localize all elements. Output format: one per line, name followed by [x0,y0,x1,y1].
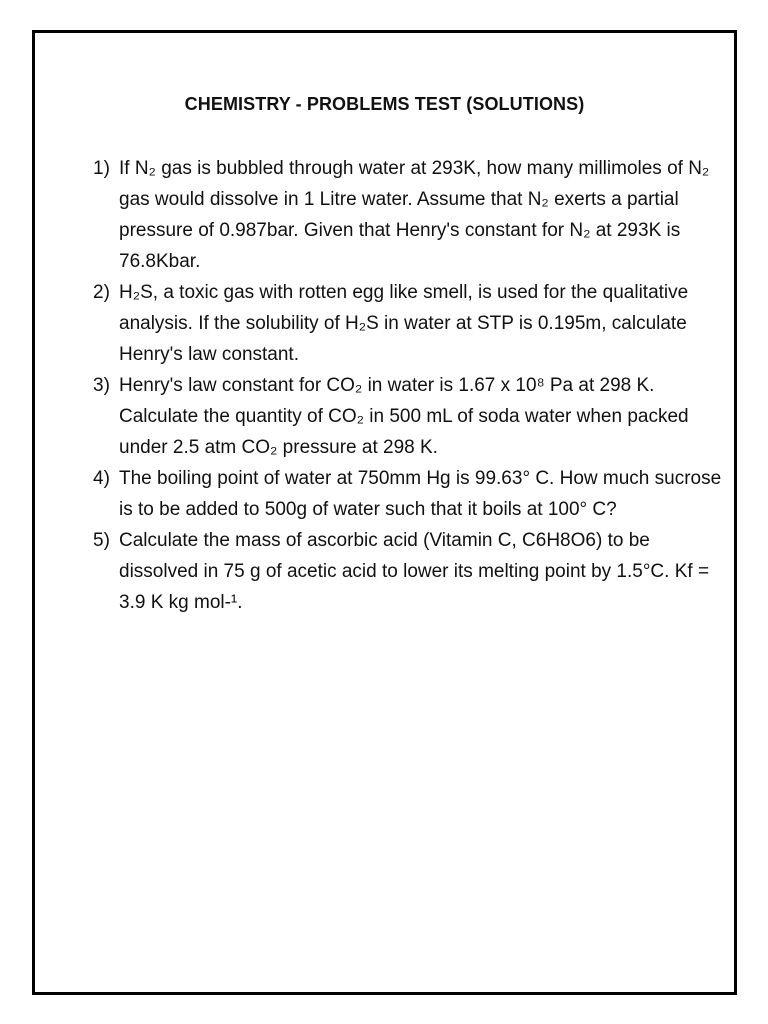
question-number: 1) [93,158,110,179]
question-text: H₂S, a toxic gas with rotten egg like smell, is used for the qualitative analysis. If the solubility of H₂S in water at STP is 0.195m, calculate Henry's law constant. [119,282,689,365]
question-item-3 [93,370,723,463]
question-list [93,153,723,618]
document-title: CHEMISTRY - PROBLEMS TEST (SOLUTIONS) [184,94,585,114]
question-number: 5) [93,530,110,551]
question-text: Calculate the mass of ascorbic acid (Vitamin C, C6H8O6) to be dissolved in 75 g of acetic acid to lower its melting point by 1.5°C. Kf = 3.9 K kg mol-¹. [119,530,710,613]
question-text: The boiling point of water at 750mm Hg is 99.63° C. How much sucrose is to be added to 500g of water such that it boils at 100° C? [119,468,722,520]
question-item-5 [93,525,723,618]
question-number: 2) [93,282,110,303]
question-number: 3) [93,375,110,396]
question-number: 4) [93,468,110,489]
question-text: If N₂ gas is bubbled through water at 293K, how many millimoles of N₂ gas would dissolve in 1 Litre water. Assume that N₂ exerts a partial pressure of 0.987bar. Given that Henry's constant for N₂ at 293K is 76.8Kbar. [119,158,710,272]
question-item-2 [93,277,723,370]
question-item-1 [93,153,723,277]
question-text: Henry's law constant for CO₂ in water is 1.67 x 10⁸ Pa at 298 K. Calculate the quantity of CO₂ in 500 mL of soda water when packed under 2.5 atm CO₂ pressure at 298 K. [119,375,689,458]
page-border [32,30,737,995]
question-item-4 [93,463,723,525]
